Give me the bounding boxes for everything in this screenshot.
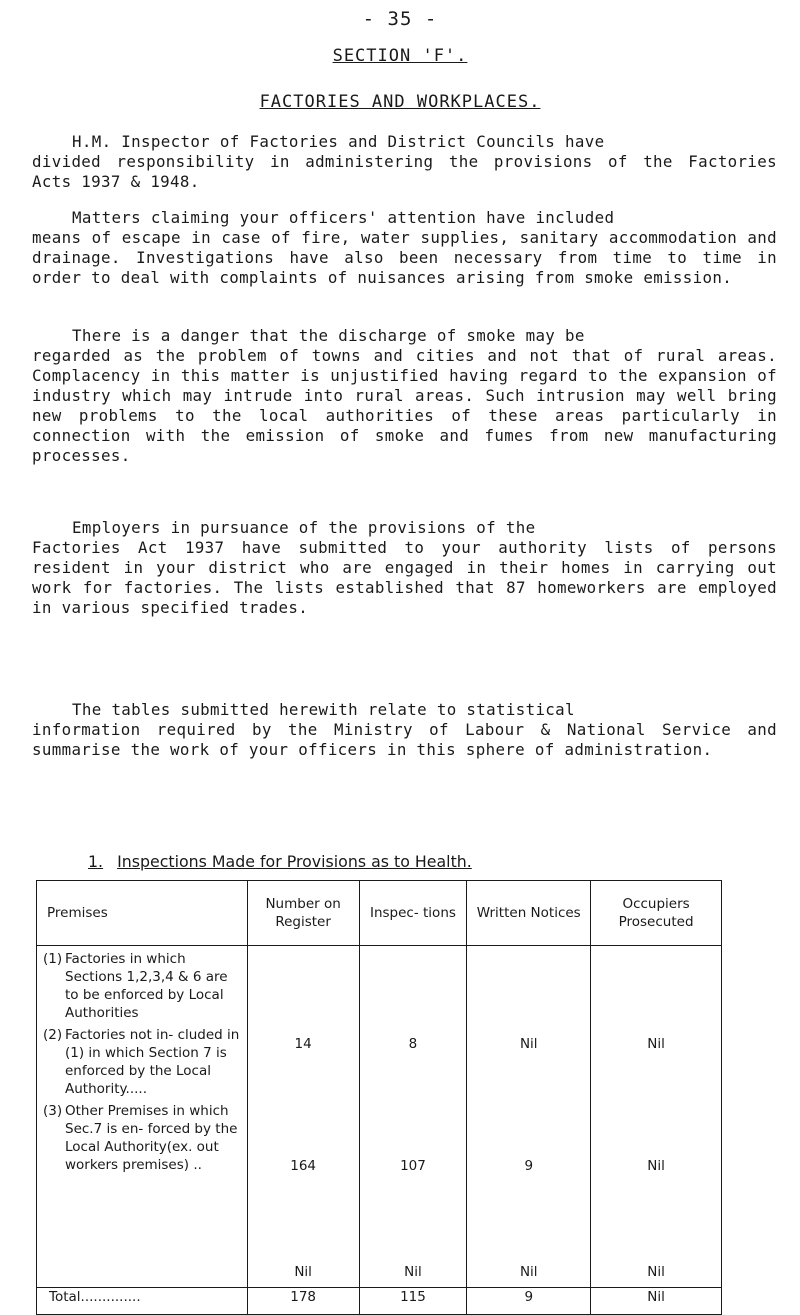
section-title: SECTION 'F'. [332,46,468,66]
paragraph-2-first-line: Matters claiming your officers' attention have included [72,208,615,227]
premises-item-1 [43,950,241,1022]
paragraph-4-body: Factories Act 1937 have submitted to your authority lists of persons resident in your district who are engaged in their homes in carrying out work for factories. The lists established that 87 homeworkers are employed in various specified trades. [32,538,777,617]
paragraph-2 [32,208,777,288]
paragraph-4-first-line: Employers in pursuance of the provisions of the [72,518,536,537]
table-row [37,946,722,1288]
premises-item-2 [43,1026,241,1098]
total-prosecuted: Nil [591,1288,722,1315]
header-occupiers-prosecuted: Occupiers Prosecuted [591,881,722,946]
inspections-value-3: Nil [404,1264,422,1280]
premises-item-number: (1) [43,951,63,967]
paragraph-5 [32,700,777,760]
prosecuted-cell [591,946,722,1288]
table-heading [88,852,768,871]
notices-value-2: 9 [524,1158,534,1174]
premises-item-3 [43,1102,241,1174]
paragraph-3 [32,326,777,466]
total-row [37,1288,722,1315]
premises-cell [37,946,248,1288]
page-number: - 35 - [362,8,438,30]
paragraph-3-first-line: There is a danger that the discharge of smoke may be [72,326,585,345]
premises-item-number: (2) [43,1027,63,1043]
premises-item-number: (3) [43,1103,63,1119]
prosecuted-value-2: Nil [647,1158,665,1174]
premises-item-text: Other Premises in which Sec.7 is en- forced by the Local Authority(ex. out workers premises) .. [65,1103,238,1173]
paragraph-4 [32,518,777,618]
prosecuted-value-1: Nil [647,1036,665,1052]
total-inspections: 115 [359,1288,467,1315]
paragraph-5-body: information required by the Ministry of Labour & National Service and summarise the work of your officers in this sphere of administration. [32,720,777,759]
notices-value-3: Nil [519,1264,538,1280]
notices-cell [467,946,591,1288]
inspections-table [36,880,722,1315]
inspections-cell [359,946,467,1288]
table-header-row [37,881,722,946]
total-notices: 9 [467,1288,591,1315]
table-heading-text: Inspections Made for Provisions as to Health. [117,852,472,871]
paragraph-2-body: means of escape in case of fire, water supplies, sanitary accommodation and drainage. Investigations have also been necessary from time to time in order to deal with complaints of nuisances arising from smoke emission. [32,228,777,287]
header-written-notices: Written Notices [467,881,591,946]
register-value-3: Nil [294,1264,312,1280]
inspections-value-2: 107 [400,1158,426,1174]
total-register: 178 [247,1288,359,1315]
premises-item-text: Factories in which Sections 1,2,3,4 & 6 are to be enforced by Local Authorities [65,951,228,1021]
register-cell [247,946,359,1288]
paragraph-5-first-line: The tables submitted herewith relate to statistical [72,700,575,719]
total-label: Total.............. [37,1288,248,1315]
paragraph-1-body: divided responsibility in administering the provisions of the Factories Acts 1937 & 1948. [32,152,777,191]
notices-value-1: Nil [519,1036,538,1052]
paragraph-1-first-line: H.M. Inspector of Factories and District Councils have [72,132,605,151]
paragraph-1 [32,132,777,192]
premises-item-text: Factories not in- cluded in (1) in which Section 7 is enforced by the Local Authority..... [65,1027,240,1097]
paragraph-3-body: regarded as the problem of towns and cities and not that of rural areas. Complacency in this matter is unjustified having regard to the expansion of industry which may intrude into rural areas. Such intrusion may well bring new problems to the local authorities of these areas particularly in connection with the emission of smoke and fumes from new manufacturing processes. [32,346,777,465]
table-heading-number: 1. [88,852,104,871]
header-inspections: Inspec- tions [359,881,467,946]
prosecuted-value-3: Nil [647,1264,665,1280]
header-number-on-register: Number on Register [247,881,359,946]
register-value-1: 14 [294,1036,312,1052]
register-value-2: 164 [290,1158,317,1174]
header-premises: Premises [37,881,248,946]
subject-title: FACTORIES AND WORKPLACES. [259,92,541,112]
inspections-value-1: 8 [408,1036,418,1052]
